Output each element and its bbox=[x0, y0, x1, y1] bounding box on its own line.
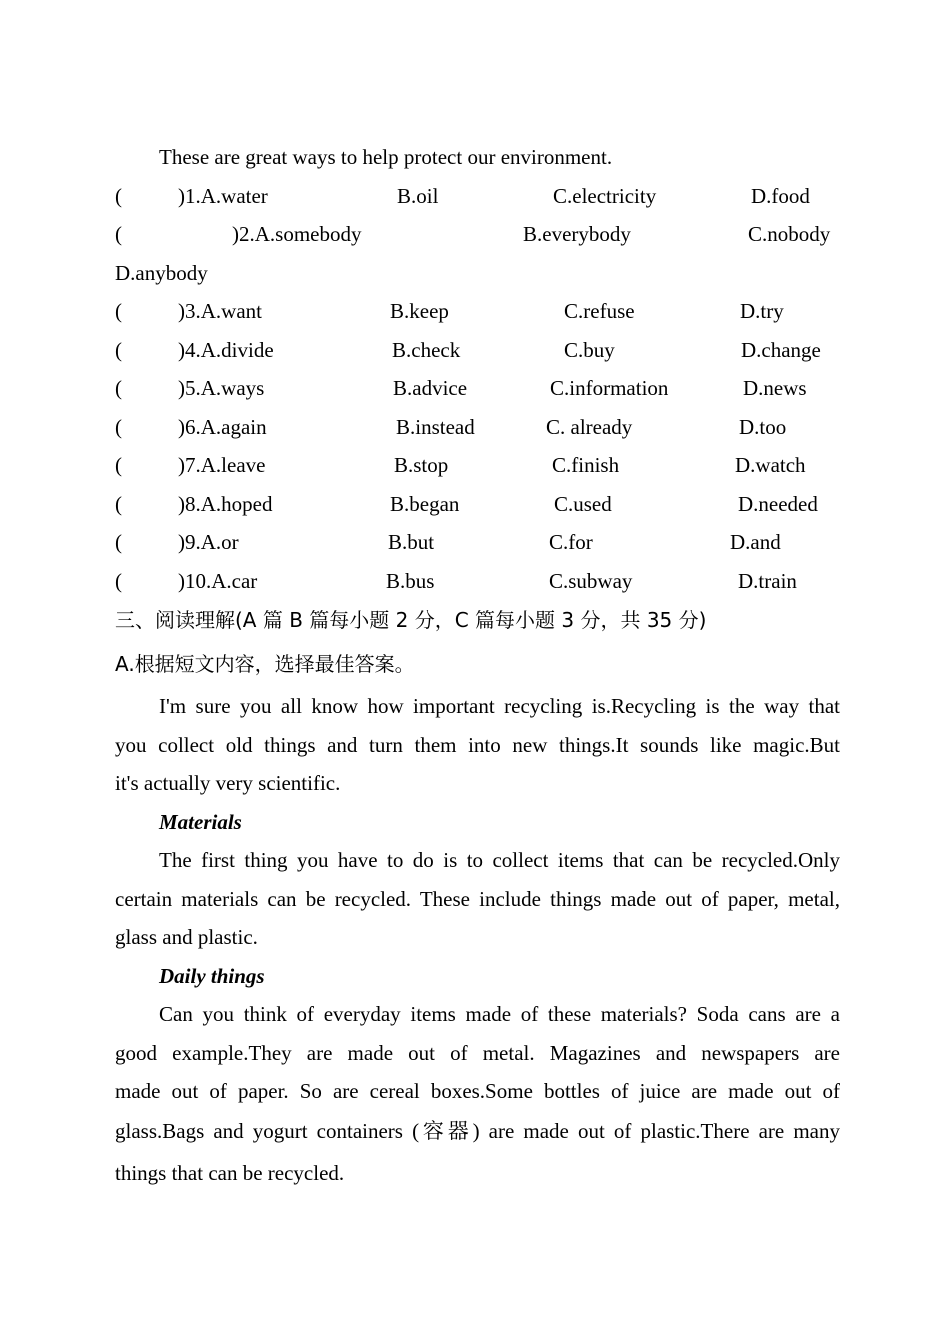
option-b: B.advice bbox=[393, 376, 468, 400]
option-c: C.for bbox=[549, 530, 593, 554]
option-b: B.bus bbox=[386, 569, 435, 593]
answer-paren: ( bbox=[115, 569, 122, 593]
option-c: C.information bbox=[550, 376, 669, 400]
answer-paren: ( bbox=[115, 338, 122, 362]
option-a: )7.A.leave bbox=[178, 453, 266, 477]
passage-line: Can you think of everyday items made of these materials? Soda cans are a bbox=[159, 1002, 840, 1026]
option-c: C.subway bbox=[549, 569, 633, 593]
answer-paren: ( bbox=[115, 376, 122, 400]
passage-line: made out of paper. So are cereal boxes.Some bottles of juice are made out of bbox=[115, 1079, 840, 1103]
answer-paren: ( bbox=[115, 453, 122, 477]
option-c: C.finish bbox=[552, 453, 620, 477]
answer-paren: ( bbox=[115, 299, 122, 323]
option-b: B.began bbox=[390, 492, 460, 516]
option-c: C. already bbox=[546, 415, 633, 439]
option-b: B.stop bbox=[394, 453, 449, 477]
answer-paren: ( bbox=[115, 222, 122, 246]
section-title: 三、阅读理解(A 篇 B 篇每小题 2 分，C 篇每小题 3 分，共 35 分) bbox=[115, 608, 707, 632]
passage-line: The first thing you have to do is to collect items that can be recycled.Only bbox=[159, 848, 840, 872]
option-b: B.but bbox=[388, 530, 435, 554]
option-c: C.electricity bbox=[553, 184, 657, 208]
option-c: C.buy bbox=[564, 338, 615, 362]
passage-line: glass.Bags and yogurt containers (容器) are made out of plastic.There are many bbox=[115, 1119, 840, 1143]
option-d: D.food bbox=[751, 184, 810, 208]
option-d: D.change bbox=[741, 338, 821, 362]
passage-line: certain materials can be recycled. These include things made out of paper, metal, bbox=[115, 887, 840, 911]
option-b: B.check bbox=[392, 338, 461, 362]
passage-line: you collect old things and turn them into new things.It sounds like magic.But bbox=[115, 733, 840, 757]
heading-daily-things: Daily things bbox=[159, 964, 265, 988]
option-a: )2.A.somebody bbox=[232, 222, 362, 246]
heading-materials: Materials bbox=[159, 810, 242, 834]
option-d: D.news bbox=[743, 376, 807, 400]
option-a: )1.A.water bbox=[178, 184, 268, 208]
option-a: )4.A.divide bbox=[178, 338, 274, 362]
intro-line: These are great ways to help protect our environment. bbox=[159, 145, 613, 169]
passage-line: I'm sure you all know how important recycling is.Recycling is the way that bbox=[159, 694, 840, 718]
option-d: D.try bbox=[740, 299, 784, 323]
answer-paren: ( bbox=[115, 415, 122, 439]
answer-paren: ( bbox=[115, 530, 122, 554]
option-b: B.everybody bbox=[523, 222, 631, 246]
answer-paren: ( bbox=[115, 492, 122, 516]
passage-line: good example.They are made out of metal. Magazines and newspapers are bbox=[115, 1041, 840, 1065]
option-a: )5.A.ways bbox=[178, 376, 265, 400]
option-a: )8.A.hoped bbox=[178, 492, 273, 516]
option-a: )6.A.again bbox=[178, 415, 267, 439]
option-d: D.watch bbox=[735, 453, 806, 477]
passage-line: it's actually very scientific. bbox=[115, 771, 341, 795]
passage-line: things that can be recycled. bbox=[115, 1161, 345, 1185]
option-c: C.refuse bbox=[564, 299, 635, 323]
option-b: B.keep bbox=[390, 299, 449, 323]
option-a: )9.A.or bbox=[178, 530, 239, 554]
part-a-instruction: A.根据短文内容，选择最佳答案。 bbox=[115, 652, 415, 676]
option-c: C.nobody bbox=[748, 222, 831, 246]
question-2-option-d: D.anybody bbox=[115, 261, 208, 285]
option-d: D.needed bbox=[738, 492, 818, 516]
option-a: )3.A.want bbox=[178, 299, 262, 323]
option-b: B.instead bbox=[396, 415, 475, 439]
passage-line: glass and plastic. bbox=[115, 925, 258, 949]
answer-paren: ( bbox=[115, 184, 122, 208]
option-c: C.used bbox=[554, 492, 612, 516]
option-b: B.oil bbox=[397, 184, 439, 208]
option-d: D.train bbox=[738, 569, 797, 593]
option-d: D.too bbox=[739, 415, 787, 439]
option-d: D.and bbox=[730, 530, 781, 554]
option-a: )10.A.car bbox=[178, 569, 258, 593]
